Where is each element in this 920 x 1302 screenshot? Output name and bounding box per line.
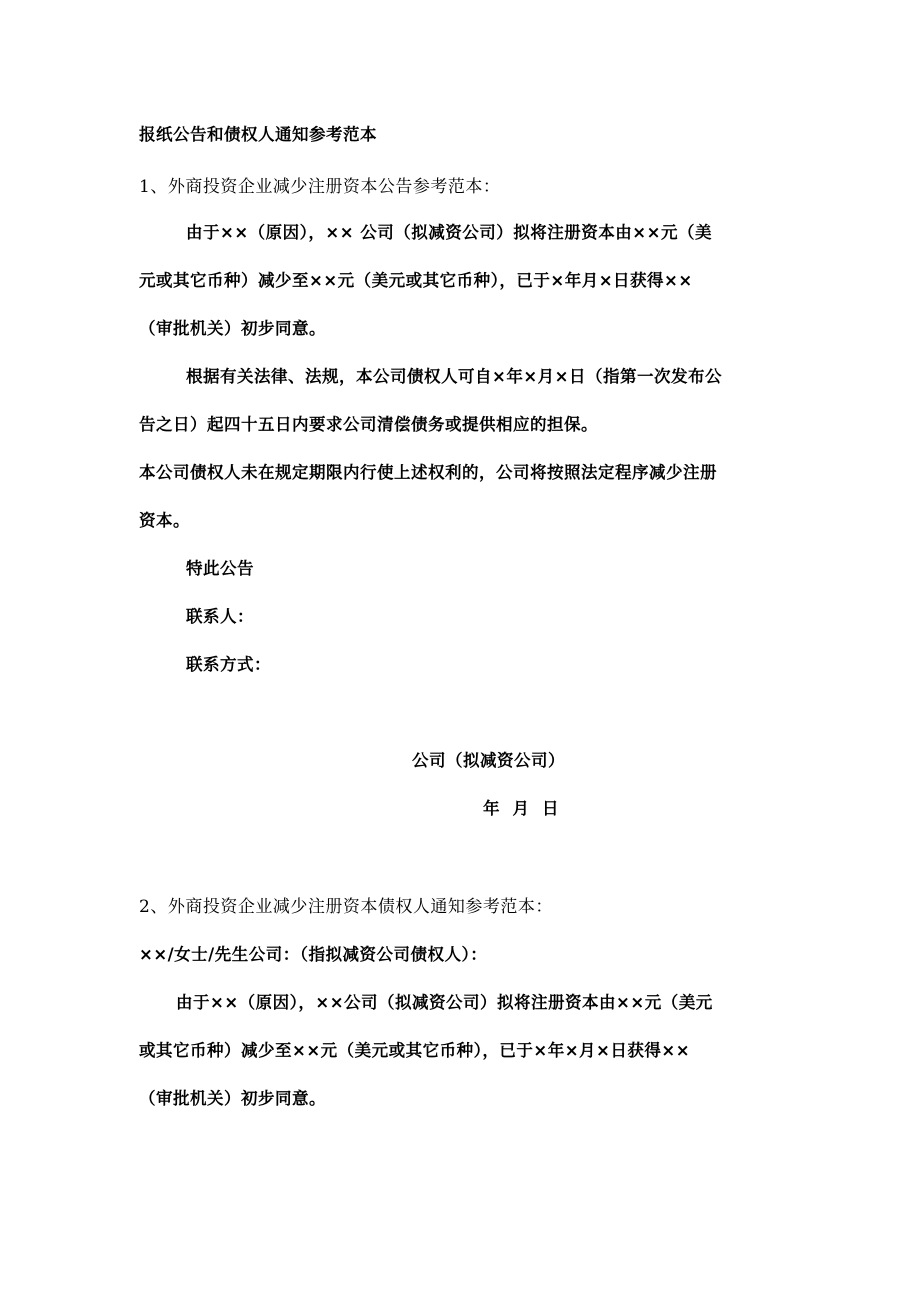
section2-heading: 2、外商投资企业减少注册资本债权人通知参考范本：: [139, 897, 553, 917]
signature-date: 年 月 日: [483, 799, 559, 818]
contact-method-label: 联系方式：: [186, 655, 271, 674]
section2-salutation: ××/女士/先生公司：（指拟减资公司债权人）：: [139, 945, 488, 964]
section2-para1-line3: （审批机关）初步同意。: [139, 1089, 326, 1108]
document-title: 报纸公告和债权人通知参考范本: [139, 125, 377, 144]
section1-para2-line1: 根据有关法律、法规，本公司债权人可自×年×月×日（指第一次发布公: [186, 367, 722, 386]
section2-para1-line2: 或其它币种）减少至××元（美元或其它币种），已于×年×月×日获得××: [139, 1041, 691, 1060]
signature-company: 公司（拟减资公司）: [412, 751, 565, 770]
section1-para3-line2: 资本。: [139, 511, 190, 530]
section2-para1-line1: 由于××（原因），××公司（拟减资公司）拟将注册资本由××元（美元: [176, 993, 713, 1012]
contact-person-label: 联系人：: [186, 607, 254, 626]
section1-para1-line3: （审批机关）初步同意。: [139, 319, 326, 338]
section1-heading: 1、外商投资企业减少注册资本公告参考范本：: [139, 177, 501, 197]
closing-text: 特此公告: [186, 559, 254, 578]
section1-para2-line2: 告之日）起四十五日内要求公司清偿债务或提供相应的担保。: [139, 415, 598, 434]
section1-para3-line1: 本公司债权人未在规定期限内行使上述权利的，公司将按照法定程序减少注册: [139, 463, 717, 482]
section1-para1-line2: 元或其它币种）减少至××元（美元或其它币种），已于×年月×日获得××: [139, 271, 693, 290]
section1-para1-line1: 由于××（原因），×× 公司（拟减资公司）拟将注册资本由××元（美: [186, 223, 712, 242]
